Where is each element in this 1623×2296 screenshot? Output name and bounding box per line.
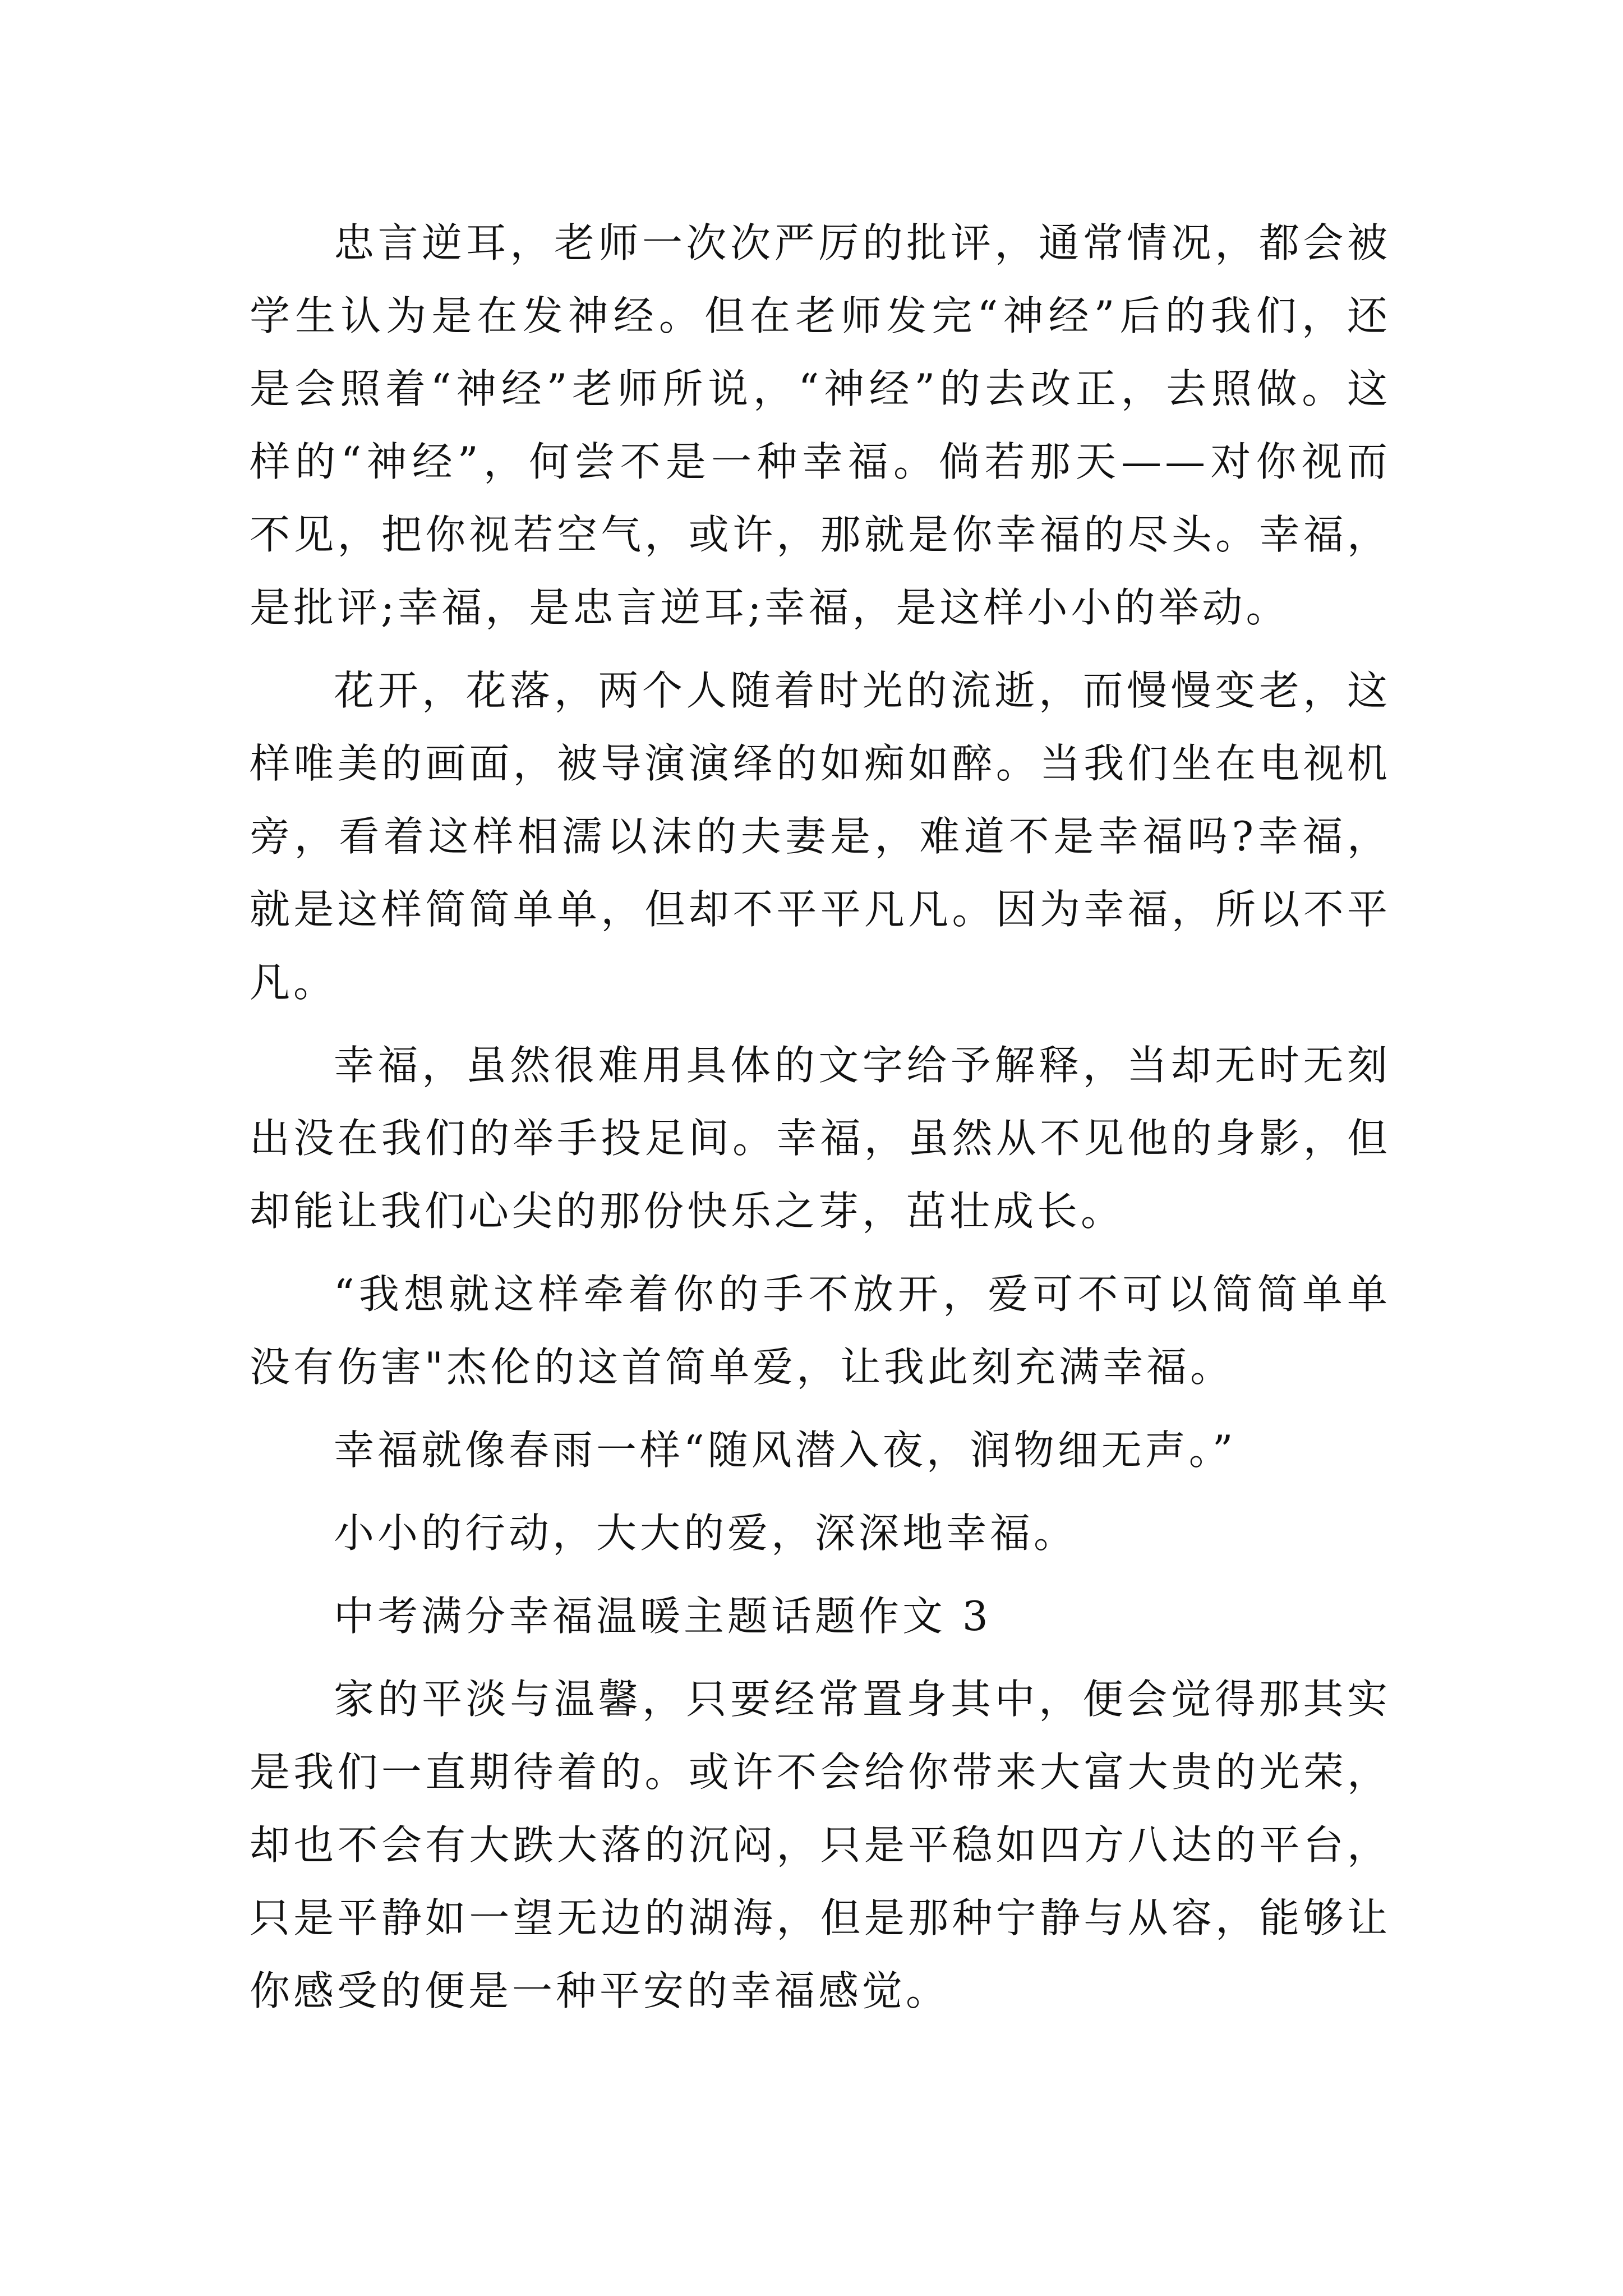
paragraph-7: 家的平淡与温馨，只要经常置身其中，便会觉得那其实是我们一直期待着的。或许不会给你带来大富大贵的光荣，却也不会有大跌大落的沉闷，只是平稳如四方八达的平台，只是平静如一望无边的湖海，但是那种宁静与从容，能够让你感受的便是一种平安的幸福感觉。 — [250, 1676, 1391, 2014]
paragraph-5: 幸福就像春雨一样“随风潜入夜，润物细无声。” — [334, 1427, 1237, 1474]
paragraph-6: 小小的行动，大大的爱，深深地幸福。 — [334, 1510, 1078, 1557]
paragraph-4: “我想就这样牵着你的手不放开，爱可不可以简简单单没有伤害"杰伦的这首简单爱，让我此刻充满幸福。 — [250, 1271, 1391, 1391]
paragraph-2: 花开，花落，两个人随着时光的流逝，而慢慢变老，这样唯美的画面，被导演演绎的如痴如醉。当我们坐在电视机旁，看着这样相濡以沫的夫妻是，难道不是幸福吗?幸福，就是这样简简单单，但却不平平凡凡。因为幸福，所以不平凡。 — [250, 667, 1391, 1006]
paragraph-1: 忠言逆耳，老师一次次严厉的批评，通常情况，都会被学生认为是在发神经。但在老师发完“神经”后的我们，还是会照着“神经”老师所说，“神经”的去改正，去照做。这样的“神经”，何尝不是一种幸福。倘若那天——对你视而不见，把你视若空气，或许，那就是你幸福的尽头。幸福，是批评;幸福，是忠言逆耳;幸福，是这样小小的举动。 — [250, 219, 1391, 631]
paragraph-3: 幸福，虽然很难用具体的文字给予解释，当却无时无刻出没在我们的举手投足间。幸福，虽然从不见他的身影，但却能让我们心尖的那份快乐之芽，茁壮成长。 — [250, 1042, 1391, 1235]
section-heading: 中考满分幸福温暖主题话题作文 3 — [334, 1593, 992, 1640]
document-body — [250, 206, 1391, 2027]
